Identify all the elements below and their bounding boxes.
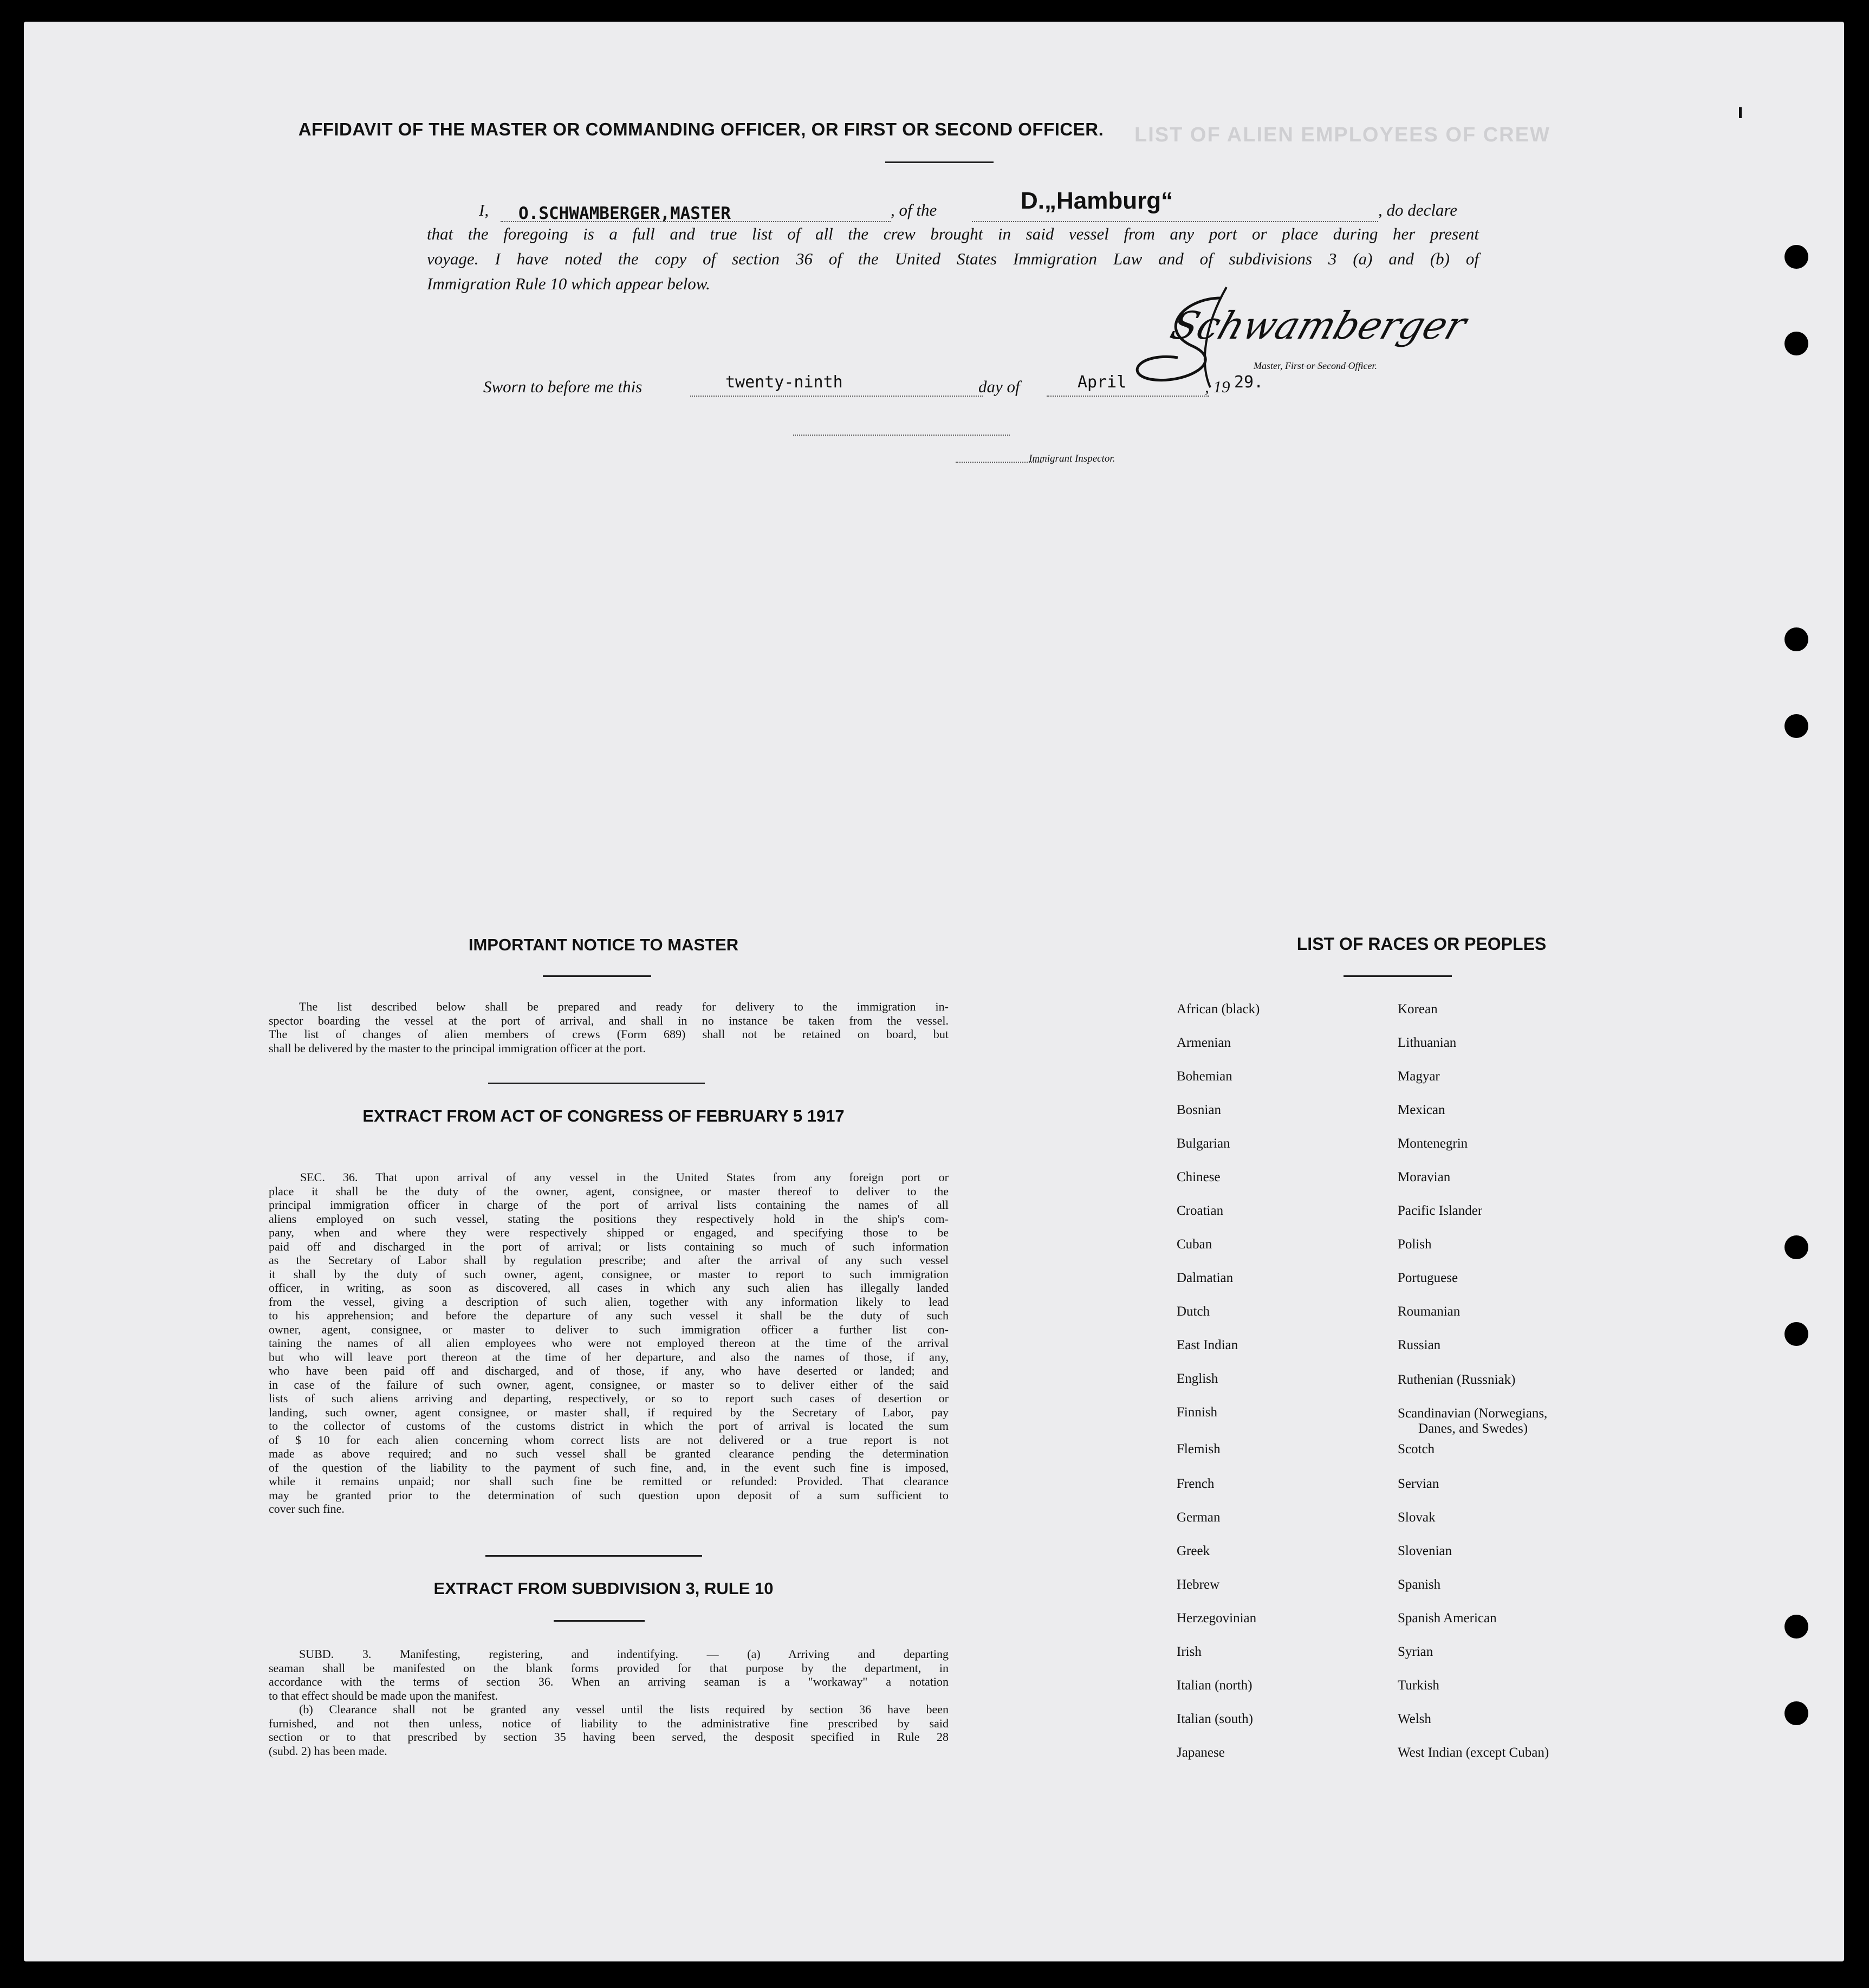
act-line: place it shall be the duty of the owner, agent, consignee, or master thereof to deliver to the [269,1184,949,1198]
act-line: but who will leave port thereon at the time of her departure, and also the names of those, if any, [269,1350,949,1364]
rule-title-rule [554,1620,645,1622]
affidavit-line-3: voyage. I have noted the copy of section 36 of the United States Immigration Law and of subdivisions 3 (a) and (b) of [427,249,1479,268]
act-line: while it remains unpaid; nor shall such fine be remitted or refunded: Provided. That clearance [269,1474,949,1488]
act-line: aliens employed on such vessel, stating the positions they respectively hold in the ship's com- [269,1212,949,1226]
act-line: pany, when and where they were respectively shipped or engaged, and specifying those to be [269,1226,949,1239]
act-line: SEC. 36. That upon arrival of any vessel in the United States from any foreign port or [300,1170,949,1184]
sworn-day-line [690,396,983,397]
sworn-month: April [1078,373,1127,392]
sworn-prefix: Sworn to before me this [483,377,643,396]
rule-line: section or to that prescribed by section 35 having been served, the desposit specified in Rule 28 [269,1730,949,1744]
race-item: West Indian (except Cuban) [1398,1745,1549,1760]
punch-hole [1784,332,1808,355]
race-item: Montenegrin [1398,1136,1468,1151]
race-item: Greek [1177,1544,1210,1558]
race-item: French [1177,1477,1215,1491]
race-item: Danes, and Swedes) [1418,1421,1528,1436]
race-item: German [1177,1510,1221,1525]
notice-title: IMPORTANT NOTICE TO MASTER [468,935,739,954]
bleed-through: LIST OF ALIEN EMPLOYEES OF CREW [1134,124,1550,146]
year-prefix: , 19 [1205,377,1230,396]
document-page [24,22,1844,1961]
race-item: Italian (north) [1177,1678,1253,1693]
race-item: Servian [1398,1477,1439,1491]
races-title-rule [1344,975,1452,977]
race-item: Mexican [1398,1103,1445,1117]
race-item: Portuguese [1398,1271,1458,1285]
punch-hole [1784,1322,1808,1346]
master-signature: Schwamberger [1165,303,1472,348]
race-item: Flemish [1177,1442,1221,1456]
act-line: to his apprehension; and before the departure of any such vessel it shall be the duty of such [269,1309,949,1322]
race-item: Bosnian [1177,1103,1221,1117]
act-line: officer, in writing, as soon as discovered, all cases in which any such alien has illegally landed [269,1281,949,1294]
race-item: African (black) [1177,1002,1260,1016]
punch-hole [1784,714,1808,738]
race-item: Dalmatian [1177,1271,1234,1285]
race-item: Japanese [1177,1745,1225,1760]
race-item: Cuban [1177,1237,1212,1252]
act-line: cover such fine. [269,1502,345,1516]
act-body [269,1170,949,1516]
rule-line: (subd. 2) has been made. [269,1744,387,1758]
race-item: East Indian [1177,1338,1238,1352]
act-line: to the collector of customs of the customs district in which the port of arrival is located the sum [269,1419,949,1433]
race-item: English [1177,1371,1218,1386]
of-the-text: , of the [891,200,937,219]
race-item: Welsh [1398,1712,1431,1726]
sworn-month-line [1047,396,1209,397]
rule-title: EXTRACT FROM SUBDIVISION 3, RULE 10 [433,1579,774,1598]
race-item: Scandinavian (Norwegians, [1398,1406,1548,1421]
affidavit-i: I, [479,200,489,219]
sworn-day: twenty-ninth [725,373,843,392]
race-item: Croatian [1177,1203,1224,1218]
act-line: owner, agent, consignee, or master to deliver to such immigration officer a further list con- [269,1322,949,1336]
notice-body [269,1000,949,1055]
punch-hole [1784,1615,1808,1639]
affidavit-line-4: Immigration Rule 10 which appear below. [427,274,710,293]
act-line: as the Secretary of Labor shall by regulation prescribe; and after the arrival of any such vessel [269,1253,949,1267]
act-line: it shall by the duty of such owner, agent, consignee, or master to report to such immigration [269,1267,949,1281]
notice-line: The list described below shall be prepared and ready for delivery to the immigration in- [299,1000,949,1013]
race-item: Russian [1398,1338,1441,1352]
affidavit-title-rule [885,161,994,163]
race-item: Spanish [1398,1577,1441,1592]
vessel-line [972,221,1378,222]
notice-divider [488,1083,705,1084]
master-name: O.SCHWAMBERGER,MASTER [518,204,731,223]
act-title: EXTRACT FROM ACT OF CONGRESS OF FEBRUARY 5 1917 [362,1106,845,1125]
signature-label-suffix: . [1374,360,1377,371]
race-item: Armenian [1177,1035,1231,1050]
race-item: Chinese [1177,1170,1221,1184]
act-line: from the vessel, giving a description of such alien, together with any information likely to lead [269,1294,949,1309]
notice-line: shall be delivered by the master to the principal immigration officer at the port. [269,1041,646,1055]
race-item: Slovak [1398,1510,1436,1525]
race-item: Hebrew [1177,1577,1220,1592]
race-item: Syrian [1398,1644,1433,1659]
race-item: Italian (south) [1177,1712,1253,1726]
act-line: who have been paid off and discharged, and of those, if any, who have deserted or landed; and [269,1364,949,1377]
rule-line: to that effect should be made upon the manifest. [269,1688,498,1702]
race-item: Pacific Islander [1398,1203,1483,1218]
rule-line: furnished, and not then unless, notice of liability to the administrative fine prescribed by said [269,1716,949,1730]
act-line: made as above required; and no such vessel shall be granted clearance pending the determination [269,1447,949,1460]
do-declare-text: , do declare [1378,200,1458,219]
race-item: Herzegovinian [1177,1611,1257,1626]
signature-label-struck: First or Second Officer [1285,360,1375,371]
race-item: Lithuanian [1398,1035,1457,1050]
race-item: Slovenian [1398,1544,1452,1558]
vessel-name: D.„Hamburg“ [1021,187,1173,214]
act-line: in case of the failure of such owner, agent, consignee, or master so to deliver either of the said [269,1377,949,1391]
signature-label-prefix: Master, [1254,360,1283,371]
signature-label [1254,360,1377,372]
act-line: may be granted prior to the determination of such question upon deposit of a sum sufficient to [269,1488,949,1502]
rule-line: seaman shall be manifested on the blank forms provided for that purpose by the department, in [269,1661,949,1675]
act-line: paid off and discharged in the port of arrival; or lists containing so much of such information [269,1239,949,1253]
race-item: Dutch [1177,1304,1210,1319]
act-line: landing, such owner, agent consignee, or master shall, if required by the Secretary of Labor, pay [269,1405,949,1419]
race-item: Ruthenian (Russniak) [1398,1372,1516,1387]
day-of-text: day of [978,377,1020,396]
rule-line: (b) Clearance shall not be granted any vessel until the lists required by section 36 have been [299,1702,949,1716]
year-suffix: 29. [1234,373,1264,392]
notice-line: spector boarding the vessel at the port of arrival, and shall in no instance be taken from the vessel. [269,1013,949,1027]
race-item: Bohemian [1177,1069,1232,1084]
notice-title-rule [543,975,651,977]
punch-hole [1784,1235,1808,1259]
races-title: LIST OF RACES OR PEOPLES [1296,934,1547,954]
race-item: Korean [1398,1002,1438,1016]
race-item: Turkish [1398,1678,1439,1693]
act-divider [485,1555,702,1557]
punch-hole [1784,627,1808,651]
margin-mark [1739,107,1742,118]
race-item: Scotch [1398,1442,1435,1456]
act-line: of $ 10 for each alien concerning whom correct lists are not delivered or a true report is not [269,1433,949,1447]
race-item: Polish [1398,1237,1432,1252]
rule-body [269,1647,949,1758]
race-item: Roumanian [1398,1304,1461,1319]
inspector-label: Immigrant Inspector. [1029,453,1115,464]
inspector-line-upper [793,435,1010,436]
act-line: principal immigration officer in charge of the port of arrival lists containing the names of all [269,1198,949,1212]
act-line: taining the names of all alien employees who were not employed thereon at the time of the arrival [269,1336,949,1350]
notice-line: The list of changes of alien members of crews (Form 689) shall not be retained on board, but [269,1027,949,1041]
affidavit-title: AFFIDAVIT OF THE MASTER OR COMMANDING OFFICER, OR FIRST OR SECOND OFFICER. [298,119,1104,139]
punch-hole [1784,245,1808,269]
race-item: Finnish [1177,1405,1218,1420]
race-item: Bulgarian [1177,1136,1230,1151]
affidavit-line-2: that the foregoing is a full and true list of all the crew brought in said vessel from any port or place during her present [427,224,1479,243]
rule-line: SUBD. 3. Manifesting, registering, and indentifying. — (a) Arriving and departing [299,1647,949,1661]
punch-hole [1784,1701,1808,1725]
race-item: Irish [1177,1644,1202,1659]
race-item: Moravian [1398,1170,1451,1184]
race-item: Magyar [1398,1069,1440,1084]
race-item: Spanish American [1398,1611,1497,1626]
act-line: lists of such aliens arriving and departing, respectively, or so to report such cases of desertion or [269,1391,949,1405]
act-line: of the question of the liability to the payment of such fine, and, in the event such fine is imposed, [269,1460,949,1474]
rule-line: accordance with the terms of section 36. When an arriving seaman is a "workaway" a notation [269,1675,949,1688]
